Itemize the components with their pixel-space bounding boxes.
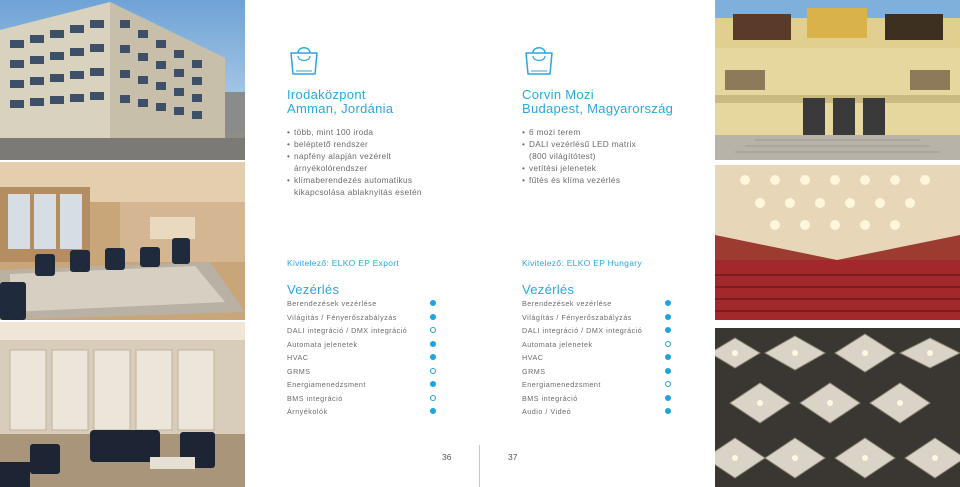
status-dot-filled	[665, 314, 671, 320]
status-dot-filled	[430, 341, 436, 347]
lounge-room-photo	[0, 322, 245, 487]
status-dot-filled	[665, 300, 671, 306]
status-dot-empty	[430, 368, 436, 374]
control-label: HVAC	[522, 353, 544, 362]
control-label: Világítás / Fényerőszabályzás	[287, 312, 397, 322]
contractor-text: Kivitelező: ELKO EP Export	[287, 258, 400, 268]
office-building-photo	[0, 0, 245, 160]
control-label: Berendezések vezérlése	[522, 299, 612, 308]
list-item: • több, mint 100 iroda	[287, 126, 422, 138]
list-item: • beléptető rendszer	[287, 138, 422, 150]
control-row	[522, 392, 672, 406]
list-item: • DALI vezérlésű LED matrix	[522, 138, 636, 150]
list-item: • fűtés és klíma vezérlés	[522, 174, 636, 186]
control-row	[287, 324, 437, 338]
status-dot-filled	[665, 354, 671, 360]
project-location: Budapest, Magyarország	[522, 101, 674, 116]
control-label: DALI integráció / DMX integráció	[287, 326, 408, 335]
status-dot-empty	[430, 327, 436, 333]
status-dot-empty	[665, 341, 671, 347]
control-label: GRMS	[287, 366, 311, 376]
control-row	[522, 297, 672, 311]
project-name: Irodaközpont	[287, 87, 366, 102]
control-row	[522, 365, 672, 379]
control-label: DALI integráció / DMX integráció	[522, 326, 643, 335]
project-title	[287, 88, 393, 116]
list-item: • klímaberendezés automatikus	[287, 174, 422, 186]
control-row	[287, 338, 437, 352]
status-dot-filled	[665, 368, 671, 374]
control-label: Audio / Videó	[522, 407, 572, 416]
status-dot-filled	[430, 381, 436, 387]
list-item: • vetítési jelenetek	[522, 162, 636, 174]
project-name: Corvin Mozi	[522, 87, 594, 102]
control-label: Energiamenedzsment	[287, 380, 366, 389]
feature-list	[287, 126, 422, 198]
control-label: Árnyékolók	[287, 407, 328, 416]
control-heading: Vezérlés	[522, 282, 575, 297]
control-row	[522, 324, 672, 338]
meeting-room-photo	[0, 162, 245, 320]
list-item: • napfény alapján vezérelt	[287, 150, 422, 162]
control-label: GRMS	[522, 366, 546, 376]
status-dot-empty	[430, 395, 436, 401]
control-row	[287, 392, 437, 406]
shopping-bag-icon	[522, 44, 556, 81]
control-label: Automata jelenetek	[287, 339, 358, 349]
status-dot-empty	[665, 381, 671, 387]
status-dot-filled	[430, 408, 436, 414]
cinema-facade-photo	[715, 0, 960, 160]
status-dot-filled	[665, 395, 671, 401]
control-label: BMS integráció	[287, 393, 343, 403]
control-label: Energiamenedzsment	[522, 380, 601, 389]
control-row	[287, 378, 437, 392]
status-dot-filled	[430, 300, 436, 306]
control-row	[522, 378, 672, 392]
contractor-text: Kivitelező: ELKO EP Hungary	[522, 258, 642, 268]
list-item: kikapcsolása ablaknyitás esetén	[294, 187, 422, 197]
list-item: • 6 mozi terem	[522, 126, 636, 138]
control-label: Világítás / Fényerőszabályzás	[522, 312, 632, 322]
control-row	[522, 311, 672, 325]
control-row	[522, 405, 672, 419]
status-dot-filled	[430, 354, 436, 360]
control-row	[287, 351, 437, 365]
cinema-hall-photo	[715, 165, 960, 320]
control-row	[287, 365, 437, 379]
project-location: Amman, Jordánia	[287, 101, 394, 116]
control-label: Automata jelenetek	[522, 339, 593, 349]
control-row	[287, 311, 437, 325]
status-dot-filled	[430, 314, 436, 320]
page-number-right: 37	[508, 452, 518, 462]
page-divider	[479, 445, 480, 487]
list-item: (800 világítótest)	[529, 151, 596, 161]
status-dot-filled	[665, 408, 671, 414]
control-label: BMS integráció	[522, 393, 578, 403]
ceiling-detail-photo	[715, 328, 960, 487]
feature-list	[522, 126, 636, 186]
shopping-bag-icon	[287, 44, 321, 81]
control-row	[287, 405, 437, 419]
page-number-left: 36	[442, 452, 452, 462]
status-dot-filled	[665, 327, 671, 333]
project-title	[522, 88, 673, 116]
control-row	[522, 351, 672, 365]
control-heading: Vezérlés	[287, 282, 340, 297]
control-label: Berendezések vezérlése	[287, 299, 377, 308]
list-item: árnyékolórendszer	[294, 163, 368, 173]
control-row	[522, 338, 672, 352]
control-row	[287, 297, 437, 311]
control-label: HVAC	[287, 353, 309, 362]
